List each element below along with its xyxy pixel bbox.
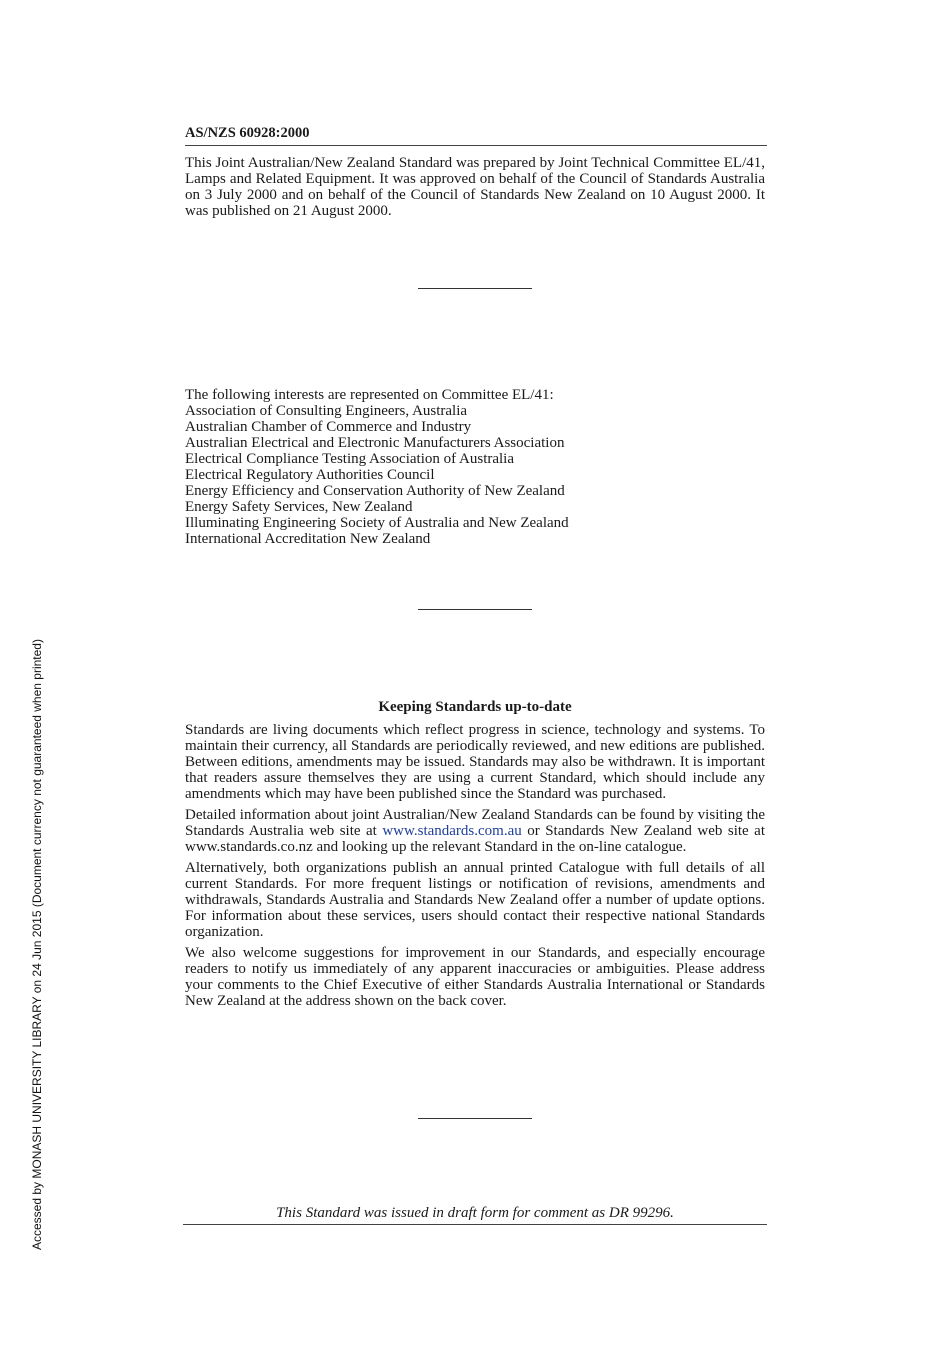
interest-item: Australian Chamber of Commerce and Industry xyxy=(185,419,472,435)
committee-interests xyxy=(185,387,765,547)
keeping-paragraph-4: We also welcome suggestions for improvement in our Standards, and especially encourage readers to notify us immediately of any apparent inaccuracies or ambiguities. Please address your comments to the Chief Executive of either Standards Australia International or Standards New Zealand at the address shown on the back cover. xyxy=(185,945,765,1009)
interest-item: Energy Safety Services, New Zealand xyxy=(185,499,413,515)
interest-item: Association of Consulting Engineers, Australia xyxy=(185,403,468,419)
section-title: Keeping Standards up-to-date xyxy=(378,699,572,715)
interest-item: Illuminating Engineering Society of Australia and New Zealand xyxy=(185,515,569,531)
interest-item: International Accreditation New Zealand xyxy=(185,531,431,547)
draft-note: This Standard was issued in draft form for comment as DR 99296. xyxy=(183,1205,767,1225)
divider-rule xyxy=(418,609,532,610)
p2-text-after: or Standards New Zealand web site at www.standards.co.nz and looking up the relevant Standard in the on-line catalogue. xyxy=(185,823,765,855)
interests-heading: The following interests are represented on Committee EL/41: xyxy=(185,387,554,403)
document-id: AS/NZS 60928:2000 xyxy=(185,125,767,146)
divider-rule xyxy=(418,288,532,289)
access-watermark: Accessed by MONASH UNIVERSITY LIBRARY on 24 Jun 2015 (Document currency not guaranteed when printed) xyxy=(30,639,44,1250)
standards-australia-link[interactable]: www.standards.com.au xyxy=(382,823,522,839)
keeping-section-body xyxy=(185,722,765,1014)
divider-rule xyxy=(418,1118,532,1119)
keeping-paragraph-3: Alternatively, both organizations publish an annual printed Catalogue with full details of all current Standards. For more frequent listings or notification of revisions, amendments and withdrawals, Standards Australia and Standards New Zealand offer a number of update options. For information about these services, users should contact their respective national Standards organization. xyxy=(185,860,765,940)
p2-text-before: Detailed information about joint Australian/New Zealand Standards can be found by visiting the Standards Australia web site at xyxy=(185,807,765,839)
keeping-paragraph-2 xyxy=(185,807,765,855)
interest-item: Australian Electrical and Electronic Manufacturers Association xyxy=(185,435,565,451)
intro-paragraph: This Joint Australian/New Zealand Standard was prepared by Joint Technical Committee EL/41, Lamps and Related Equipment. It was approved on behalf of the Council of Standards Australia on 3 July 2000 and on behalf of the Council of Standards New Zealand on 10 August 2000. It was published on 21 August 2000. xyxy=(185,155,765,219)
interest-item: Energy Efficiency and Conservation Authority of New Zealand xyxy=(185,483,565,499)
keeping-paragraph-1: Standards are living documents which reflect progress in science, technology and systems. To maintain their currency, all Standards are periodically reviewed, and new editions are published. Between editions, amendments may be issued. Standards may also be withdrawn. It is important that readers assure themselves they are using a current Standard, which should include any amendments which may have been published since the Standard was purchased. xyxy=(185,722,765,802)
interest-item: Electrical Compliance Testing Association of Australia xyxy=(185,451,515,467)
interest-item: Electrical Regulatory Authorities Council xyxy=(185,467,435,483)
